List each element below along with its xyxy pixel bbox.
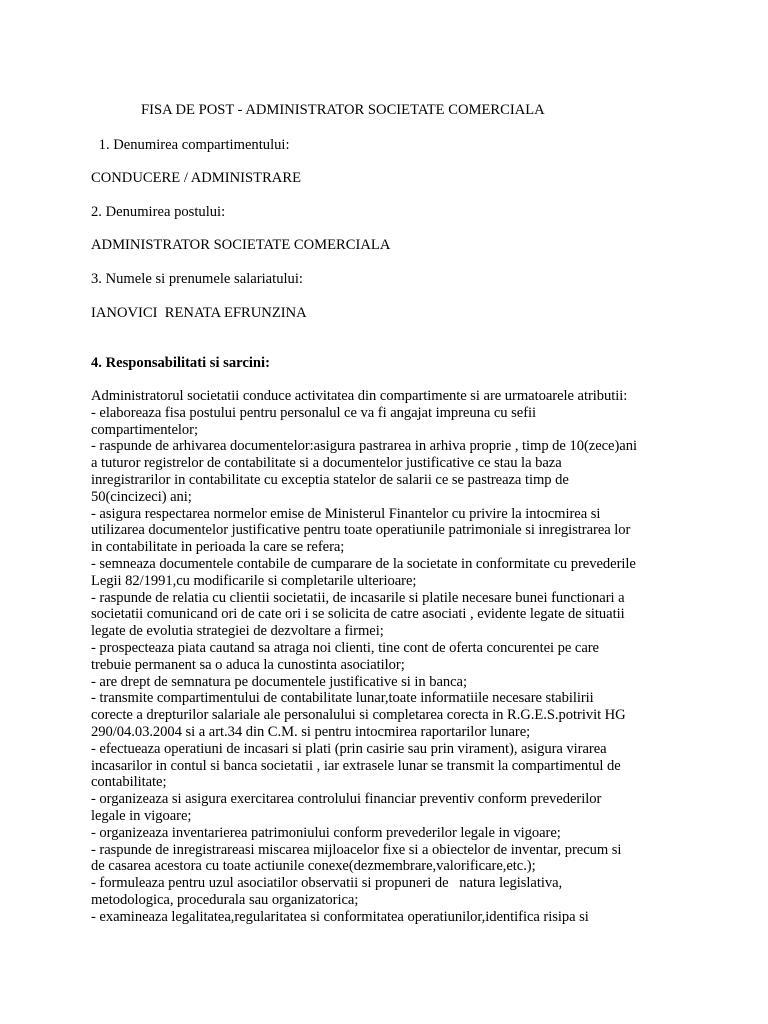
section-2-heading: 2. Denumirea postului: xyxy=(91,204,226,220)
body-text-line: societatii comunicand ori de cate ori i se solicita de catre asociati , evidente legate de situatii xyxy=(91,606,625,623)
body-text-line: 290/04.03.2004 si a art.34 din C.M. si pentru intocmirea raportarilor lunare; xyxy=(91,723,531,740)
section-2-value: ADMINISTRATOR SOCIETATE COMERCIALA xyxy=(91,237,391,253)
body-text-line: - raspunde de relatia cu clientii societatii, de incasarile si platile necesare bunei functionari a xyxy=(91,589,625,606)
body-text-line: - examineaza legalitatea,regularitatea si conformitatea operatiunilor,identifica risipa si xyxy=(91,908,589,925)
body-text-line: incasarilor in contul si banca societatii , iar extrasele lunar se transmit la compartimentul de xyxy=(91,757,621,774)
document-title: FISA DE POST - ADMINISTRATOR SOCIETATE COMERCIALA xyxy=(141,102,545,118)
body-text-line: in contabilitate in perioada la care se refera; xyxy=(91,539,345,556)
body-text-line: legale in vigoare; xyxy=(91,807,192,824)
body-text-line: - are drept de semnatura pe documentele justificative si in banca; xyxy=(91,673,467,690)
responsibilities-text xyxy=(91,388,691,926)
section-3-heading: 3. Numele si prenumele salariatului: xyxy=(91,271,303,287)
body-text-line: corecte a drepturilor salariale ale personalului si completarea corecta in R.G.E.S.potrivit HG xyxy=(91,707,626,724)
body-text-line: - elaboreaza fisa postului pentru personalul ce va fi angajat impreuna cu sefii xyxy=(91,404,537,421)
body-text-line: - prospecteaza piata cautand sa atraga noi clienti, tine cont de oferta concurentei pe care xyxy=(91,639,599,656)
body-text-line: Administratorul societatii conduce activitatea din compartimente si are urmatoarele atributii: xyxy=(91,388,628,404)
body-text-line: - transmite compartimentului de contabilitate lunar,toate informatiile necesare stabilirii xyxy=(91,690,594,707)
body-text-line: Legii 82/1991,cu modificarile si completarile ulterioare; xyxy=(91,572,417,589)
body-text-line: de casarea acestora cu toate actiunile conexe(dezmembrare,valorificare,etc.); xyxy=(91,858,536,875)
body-text-line: - asigura respectarea normelor emise de Ministerul Finantelor cu privire la intocmirea si xyxy=(91,505,601,522)
body-text-line: utilizarea documentelor justificative pentru toate operatiunile patrimoniale si inregistrarea lor xyxy=(91,522,631,539)
body-text-line: - raspunde de inregistrareasi miscarea mijloacelor fixe si a obiectelor de inventar, precum si xyxy=(91,841,622,858)
body-text-line: trebuie permanent sa o aduca la cunostinta asociatilor; xyxy=(91,656,405,673)
body-text-line: inregistrarilor in contabilitate cu exceptia statelor de salarii ce se pastreaza timp de xyxy=(91,471,569,488)
body-text-line: - formuleaza pentru uzul asociatilor observatii si propuneri de natura legislativa, xyxy=(91,875,563,892)
section-4-heading: 4. Responsabilitati si sarcini: xyxy=(91,355,270,371)
body-text-line: metodologica, procedurala sau organizatorica; xyxy=(91,891,359,908)
body-text-line: compartimentelor; xyxy=(91,421,198,438)
section-1-value: CONDUCERE / ADMINISTRARE xyxy=(91,170,301,186)
body-text-line: - organizeaza inventarierea patrimoniului conform prevederilor legale in vigoare; xyxy=(91,824,561,841)
section-3-value: IANOVICI RENATA EFRUNZINA xyxy=(91,305,307,321)
body-text-line: - efectueaza operatiuni de incasari si plati (prin casirie sau prin virament), asigura virarea xyxy=(91,740,607,757)
body-text-line: contabilitate; xyxy=(91,774,167,791)
body-text-line: legate de evolutia strategiei de dezvoltare a firmei; xyxy=(91,623,384,640)
body-text-line: - semneaza documentele contabile de cumparare de la societate in conformitate cu prevederile xyxy=(91,555,636,572)
section-1-heading: 1. Denumirea compartimentului: xyxy=(95,137,290,153)
body-text-line: - organizeaza si asigura exercitarea controlului financiar preventiv conform prevederilor xyxy=(91,791,602,808)
body-text-line: - raspunde de arhivarea documentelor:asigura pastrarea in arhiva proprie , timp de 10(zece)ani xyxy=(91,438,637,455)
body-text-line: a tuturor registrelor de contabilitate si a documentelor justificative ce stau la baza xyxy=(91,455,562,472)
body-text-line: 50(cincizeci) ani; xyxy=(91,488,192,505)
